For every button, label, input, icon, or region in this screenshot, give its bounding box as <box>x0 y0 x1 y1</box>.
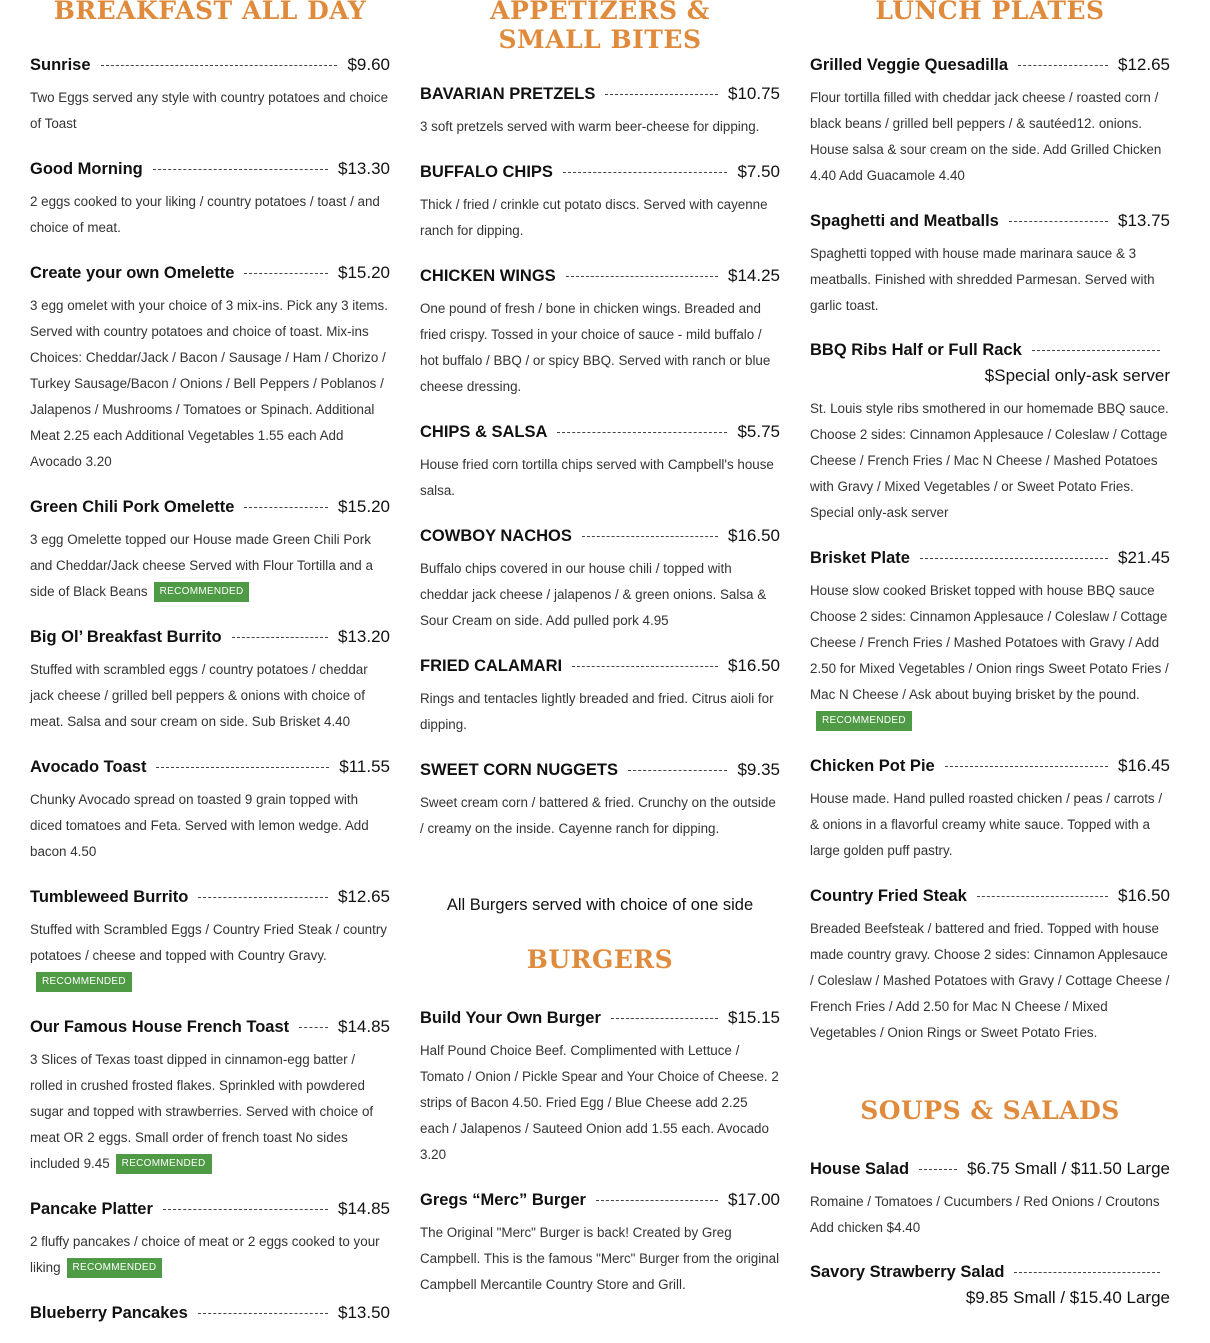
item-price: $16.50 <box>728 526 780 545</box>
appetizers-column <box>420 0 780 1298</box>
menu-item[interactable] <box>810 756 1170 864</box>
item-name: House Salad <box>810 1160 910 1178</box>
item-name: CHICKEN WINGS <box>420 267 556 285</box>
item-name: Sunrise <box>30 56 91 74</box>
section-title-soups: SOUPS & SALADS <box>860 1096 1120 1125</box>
menu-item[interactable] <box>420 656 780 738</box>
burgers-note: All Burgers served with choice of one side <box>446 896 754 914</box>
item-name: Chicken Pot Pie <box>810 757 935 775</box>
menu-item[interactable] <box>810 548 1170 734</box>
item-price: $16.50 <box>1118 886 1170 905</box>
item-description: 2 fluffy pancakes / choice of meat or 2 eggs cooked to your liking RECOMMENDED <box>30 1229 390 1281</box>
recommended-badge: RECOMMENDED <box>36 972 132 992</box>
menu-item[interactable] <box>810 886 1170 1046</box>
item-name: BBQ Ribs Half or Full Rack <box>810 341 1022 359</box>
menu-item[interactable] <box>810 1159 1170 1241</box>
item-name: CHIPS & SALSA <box>420 423 548 441</box>
menu-item[interactable] <box>30 159 390 241</box>
item-name: Pancake Platter <box>30 1200 153 1218</box>
menu-item[interactable] <box>810 211 1170 319</box>
item-description: One pound of fresh / bone in chicken wings. Breaded and fried crispy. Tossed in your choice of sauce - mild buffalo / hot buffalo / BBQ / or spicy BBQ. Served with ranch or blue cheese dressing. <box>420 301 771 394</box>
item-description: House slow cooked Brisket topped with house BBQ sauce Choose 2 sides: Cinnamon Applesauce / Coleslaw / Cottage Cheese / French Fries / Mashed Potatoes with Gravy / Add 2.50 for Mixed Vegetables / Onion rings Sweet Potato Fries / Mac N Cheese / Ask about buying brisket by the pound.RECOMMENDED <box>810 578 1170 734</box>
item-price: $5.75 <box>737 422 780 441</box>
item-description: Romaine / Tomatoes / Cucumbers / Red Onions / Croutons Add chicken $4.40 <box>810 1194 1160 1235</box>
item-price: $12.65 <box>1118 55 1170 74</box>
item-name: Brisket Plate <box>810 549 910 567</box>
item-price: $16.45 <box>1118 756 1170 775</box>
breakfast-column <box>30 0 390 1323</box>
item-name: Build Your Own Burger <box>420 1009 601 1027</box>
section-title-burgers: BURGERS <box>526 945 674 974</box>
item-name: Green Chili Pork Omelette <box>30 498 235 516</box>
menu-item[interactable] <box>420 162 780 244</box>
menu-item[interactable] <box>420 422 780 504</box>
menu-item[interactable] <box>810 341 1170 526</box>
section-title-appetizers: APPETIZERS & SMALL BITES <box>490 0 710 54</box>
menu-item[interactable] <box>420 526 780 634</box>
item-price: $13.30 <box>338 159 390 178</box>
item-description: Stuffed with scrambled eggs / country potatoes / cheddar jack cheese / grilled bell peppers & onions with choice of meat. Salsa and sour cream on side. Sub Brisket 4.40 <box>30 662 368 729</box>
item-description: Chunky Avocado spread on toasted 9 grain topped with diced tomatoes and Feta. Served with lemon wedge. Add bacon 4.50 <box>30 792 369 859</box>
item-description: Spaghetti topped with house made marinara sauce & 3 meatballs. Finished with shredded Parmesan. Served with garlic toast. <box>810 246 1155 313</box>
item-name: Avocado Toast <box>30 758 147 776</box>
menu-item[interactable] <box>30 627 390 735</box>
item-name: BAVARIAN PRETZELS <box>420 85 596 103</box>
item-price: $21.45 <box>1118 548 1170 567</box>
item-price: $Special only-ask server <box>984 366 1170 385</box>
item-name: Create your own Omelette <box>30 264 235 282</box>
menu-item[interactable] <box>810 1263 1170 1308</box>
item-price: $16.50 <box>728 656 780 675</box>
item-name: Grilled Veggie Quesadilla <box>810 56 1009 74</box>
item-description: Flour tortilla filled with cheddar jack cheese / roasted corn / black beans / grilled bell peppers / & sautéed12. onions. House salsa & sour cream on the side. Add Grilled Chicken 4.40 Add Guacamole 4.40 <box>810 90 1162 183</box>
item-name: Savory Strawberry Salad <box>810 1263 1005 1281</box>
recommended-badge: RECOMMENDED <box>67 1258 163 1278</box>
item-price: $14.85 <box>338 1017 390 1036</box>
item-name: Country Fried Steak <box>810 887 967 905</box>
item-description: 2 eggs cooked to your liking / country potatoes / toast / and choice of meat. <box>30 194 380 235</box>
item-name: Spaghetti and Meatballs <box>810 212 999 230</box>
section-title-breakfast: BREAKFAST ALL DAY <box>53 0 367 25</box>
menu-item[interactable] <box>30 55 390 137</box>
item-description: 3 Slices of Texas toast dipped in cinnamon-egg batter / rolled in crushed frosted flakes. Sprinkled with powdered sugar and topped with strawberries. Served with choice of meat OR 2 eggs. Small order of french toast No sides included 9.45 RECOMMENDED <box>30 1047 390 1177</box>
item-price: $15.20 <box>338 263 390 282</box>
item-price: $12.65 <box>338 887 390 906</box>
item-description: Half Pound Choice Beef. Complimented with Lettuce / Tomato / Onion / Pickle Spear and Your Choice of Cheese. 2 strips of Bacon 4.50. Fried Egg / Blue Cheese add 2.25 each / Jalapenos / Sauteed Onion add 1.55 each. Avocado 3.20 <box>420 1043 779 1162</box>
item-price: $15.20 <box>338 497 390 516</box>
item-price: $13.75 <box>1118 211 1170 230</box>
item-price: $7.50 <box>737 162 780 181</box>
section-title-lunch: LUNCH PLATES <box>875 0 1105 25</box>
item-description: House fried corn tortilla chips served with Campbell's house salsa. <box>420 457 774 498</box>
item-price: $17.00 <box>728 1190 780 1209</box>
item-description: Thick / fried / crinkle cut potato discs. Served with cayenne ranch for dipping. <box>420 197 768 238</box>
menu-item[interactable] <box>30 1017 390 1177</box>
item-name: SWEET CORN NUGGETS <box>420 761 619 779</box>
item-price: $13.50 <box>338 1303 390 1322</box>
item-price: $10.75 <box>728 84 780 103</box>
menu-item[interactable] <box>30 887 390 995</box>
item-name: Gregs “Merc” Burger <box>420 1191 586 1209</box>
item-name: Tumbleweed Burrito <box>30 888 189 906</box>
menu-item[interactable] <box>420 84 780 140</box>
menu-item[interactable] <box>420 760 780 842</box>
recommended-badge: RECOMMENDED <box>816 711 912 731</box>
item-description: 3 egg omelet with your choice of 3 mix-ins. Pick any 3 items. Served with country potatoes and choice of toast. Mix-ins Choices: Cheddar/Jack / Bacon / Sausage / Ham / Chorizo / Turkey Sausage/Bacon / Onions / Bell Peppers / Poblanos / Jalapenos / Mushrooms / Tomatoes or Spinach. Additional Meat 2.25 each Additional Vegetables 1.55 each Add Avocado 3.20 <box>30 298 388 469</box>
item-description: 3 soft pretzels served with warm beer-cheese for dipping. <box>420 119 760 134</box>
item-price: $14.85 <box>338 1199 390 1218</box>
item-description: Buffalo chips covered in our house chili / topped with cheddar jack cheese / jalapenos / & green onions. Salsa & Sour Cream on side. Add pulled pork 4.95 <box>420 561 767 628</box>
menu-item[interactable] <box>420 1008 780 1168</box>
menu-item[interactable] <box>30 757 390 865</box>
menu-item[interactable] <box>30 263 390 475</box>
item-price: $14.25 <box>728 266 780 285</box>
item-name: Blueberry Pancakes <box>30 1304 188 1322</box>
recommended-badge: RECOMMENDED <box>154 582 250 602</box>
menu-item[interactable] <box>420 266 780 400</box>
menu-item[interactable] <box>30 1303 390 1323</box>
item-price: $6.75 Small / $11.50 Large <box>967 1159 1170 1178</box>
item-description: House made. Hand pulled roasted chicken / peas / carrots / & onions in a flavorful creamy white sauce. Topped with a large golden puff pastry. <box>810 791 1163 858</box>
menu-item[interactable] <box>30 1199 390 1281</box>
item-price: $9.60 <box>347 55 390 74</box>
item-description: St. Louis style ribs smothered in our homemade BBQ sauce. Choose 2 sides: Cinnamon Applesauce / Coleslaw / Cottage Cheese / French Fries / Mac N Cheese / Mashed Potatoes with Gravy / Mixed Vegetables / or Sweet Potato Fries. Special only-ask server <box>810 401 1169 520</box>
item-price: $9.35 <box>737 760 780 779</box>
lunch-column <box>810 0 1170 1308</box>
item-price: $11.55 <box>339 757 390 776</box>
item-description: The Original "Merc" Burger is back! Created by Greg Campbell. This is the famous "Merc" Burger from the original Campbell Mercantile Country Store and Grill. <box>420 1225 780 1292</box>
item-price: $13.20 <box>338 627 390 646</box>
item-description: Sweet cream corn / battered & fried. Crunchy on the outside / creamy on the inside. Cayenne ranch for dipping. <box>420 795 776 836</box>
item-name: COWBOY NACHOS <box>420 527 572 545</box>
item-description: Two Eggs served any style with country potatoes and choice of Toast <box>30 90 389 131</box>
item-name: Big Ol’ Breakfast Burrito <box>30 628 222 646</box>
item-description: 3 egg Omelette topped our House made Green Chili Pork and Cheddar/Jack cheese Served with Flour Tortilla and a side of Black Beans RECOMMENDED <box>30 527 390 605</box>
menu-item[interactable] <box>810 55 1170 189</box>
item-description: Breaded Beefsteak / battered and fried. Topped with house made country gravy. Choose 2 sides: Cinnamon Applesauce / Coleslaw / Mashed Potatoes with Gravy / Cottage Cheese / French Fries / Add 2.50 for Mac N Cheese / Mixed Vegetables / Onion Rings or Sweet Potato Fries. <box>810 921 1170 1040</box>
item-price: $15.15 <box>728 1008 780 1027</box>
item-name: BUFFALO CHIPS <box>420 163 553 181</box>
recommended-badge: RECOMMENDED <box>116 1154 212 1174</box>
menu-item[interactable] <box>30 497 390 605</box>
item-name: Good Morning <box>30 160 143 178</box>
item-description: Rings and tentacles lightly breaded and fried. Citrus aioli for dipping. <box>420 691 774 732</box>
item-name: FRIED CALAMARI <box>420 657 563 675</box>
item-price: $9.85 Small / $15.40 Large <box>965 1288 1170 1307</box>
item-name: Our Famous House French Toast <box>30 1018 290 1036</box>
menu-item[interactable] <box>420 1190 780 1298</box>
item-description: Stuffed with Scrambled Eggs / Country Fried Steak / country potatoes / cheese and topped with Country Gravy.RECOMMENDED <box>30 917 390 995</box>
